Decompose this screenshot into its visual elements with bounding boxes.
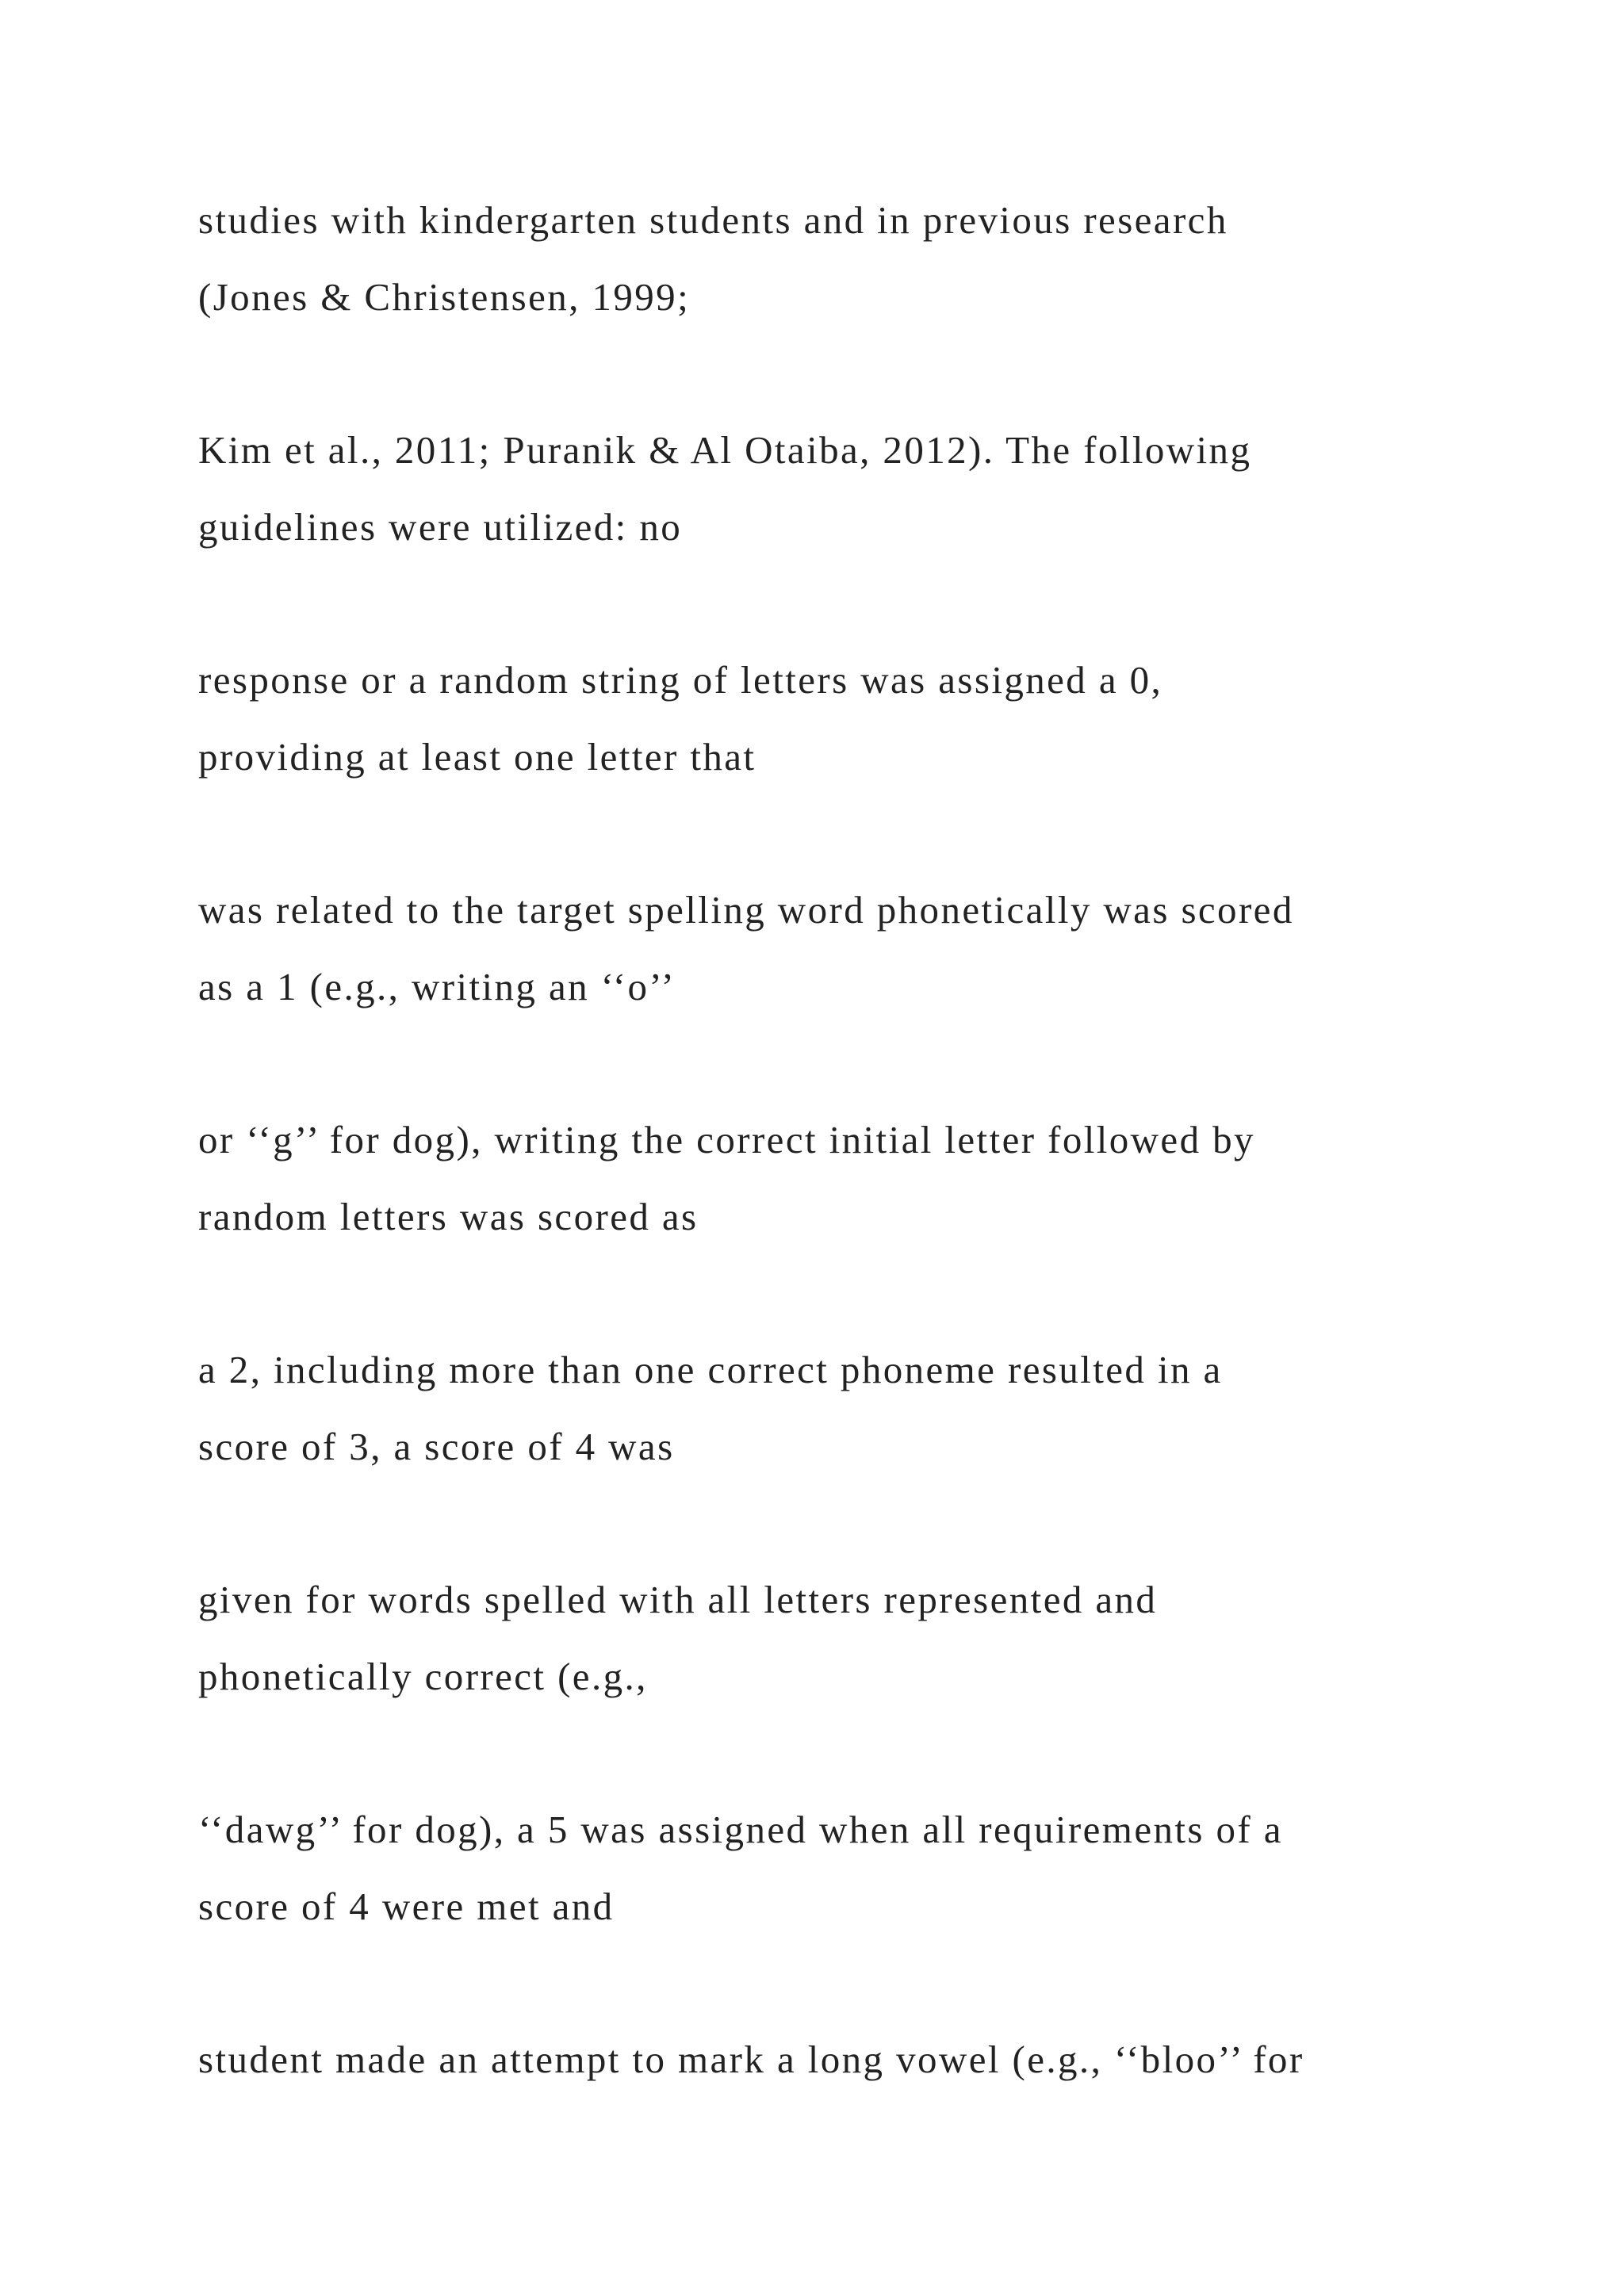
text-line-3: Kim et al., 2011; Puranik & Al Otaiba, 2012). The following bbox=[198, 428, 1252, 472]
text-line-17: student made an attempt to mark a long vowel (e.g., ‘‘bloo’’ for bbox=[198, 2038, 1304, 2081]
text-line-7: was related to the target spelling word phonetically was scored bbox=[198, 888, 1294, 932]
text-line-11: a 2, including more than one correct phoneme resulted in a bbox=[198, 1348, 1223, 1391]
text-line-15: ‘‘dawg’’ for dog), a 5 was assigned when all requirements of a bbox=[198, 1808, 1283, 1851]
text-line-1: studies with kindergarten students and in previous research bbox=[198, 198, 1228, 242]
text-line-12: score of 3, a score of 4 was bbox=[198, 1425, 675, 1468]
text-line-6: providing at least one letter that bbox=[198, 735, 756, 779]
text-line-9: or ‘‘g’’ for dog), writing the correct initial letter followed by bbox=[198, 1118, 1255, 1161]
text-line-4: guidelines were utilized: no bbox=[198, 505, 683, 549]
text-line-14: phonetically correct (e.g., bbox=[198, 1655, 648, 1698]
text-line-13: given for words spelled with all letters represented and bbox=[198, 1578, 1158, 1621]
text-line-8: as a 1 (e.g., writing an ‘‘o’’ bbox=[198, 965, 676, 1008]
text-line-5: response or a random string of letters was assigned a 0, bbox=[198, 658, 1163, 702]
text-line-10: random letters was scored as bbox=[198, 1195, 699, 1238]
text-line-16: score of 4 were met and bbox=[198, 1885, 615, 1928]
text-line-2: (Jones & Christensen, 1999; bbox=[198, 275, 691, 319]
